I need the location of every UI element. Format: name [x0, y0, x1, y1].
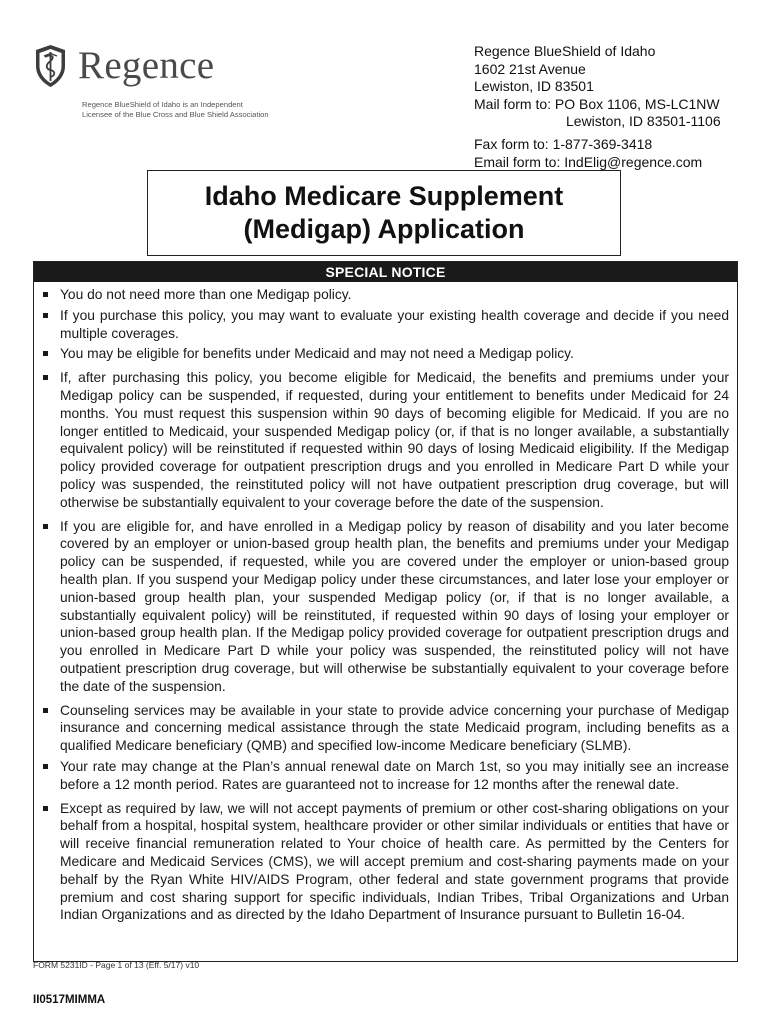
mail-line-1: Mail form to: PO Box 1106, MS-LC1NW: [474, 95, 720, 112]
list-item: Except as required by law, we will not accept payments of premium or other cost-sharing obligations on your behalf from a hospital, hospital system, healthcare provider or other similar individuals or entities that have or will receive financial remuneration related to Your choice of health care. As permitted by the Centers for Medicare and Medicaid Services (CMS), we will accept premium and cost-sharing payments made on your behalf by the Ryan White HIV/AIDS Program, other federal and state government programs that provide premium and cost sharing support for specific individuals, Indian Tribes, Tribal Organizations and Urban Indian Organizations and as directed by the Idaho Department of Insurance pursuant to Bulletin 16-04.: [60, 800, 729, 923]
list-item: If you purchase this policy, you may want to evaluate your existing health coverage and decide if you need multiple coverages.: [60, 307, 729, 341]
list-item: Counseling services may be available in your state to provide advice concerning your purchase of Medigap insurance and concerning medical assistance through the state Medicaid program, including benefits as a qualified Medicare beneficiary (QMB) and specified low-income Medicare beneficiary (SLMB).: [60, 702, 729, 754]
brand-name: Regence: [78, 44, 215, 87]
regence-logo: [34, 40, 274, 125]
form-code: II0517MIMMA: [33, 994, 106, 1006]
notice-list: [34, 282, 737, 924]
form-title: [147, 170, 621, 256]
notice-heading: SPECIAL NOTICE: [34, 262, 737, 282]
list-item: If you are eligible for, and have enrolled in a Medigap policy by reason of disability and you later become covered by an employer or union-based group health plan, the benefits and premiums under your Medigap policy can be suspended, if requested, while you are covered under the employer or union-based group health plan. If you suspend your Medigap policy under these circumstances, and later lose your employer or union-based group health plan, your suspended Medigap policy (or, if that is no longer available, a substantially equivalent policy) will be reinstituted, if requested within 90 days of losing your employer or union-based group health plan. If the Medigap policy provided coverage for outpatient prescription drugs and you enrolled in Medicare Part D while your policy was suspended, the reinstituted policy will not have outpatient prescription drug coverage, but will otherwise be substantially equivalent to your coverage before the date of the suspension.: [60, 518, 729, 694]
fax-line: Fax form to: 1-877-369-3418: [474, 135, 653, 152]
licensee-line-1: Regence BlueShield of Idaho is an Independent: [82, 100, 243, 109]
licensee-line-2: Licensee of the Blue Cross and Blue Shield Association: [82, 109, 269, 119]
mail-line-2: Lewiston, ID 83501-1106: [566, 113, 721, 130]
email-line: Email form to: IndElig@regence.com: [474, 153, 703, 170]
shield-caduceus-icon: [34, 44, 67, 88]
special-notice: [33, 261, 738, 962]
list-item: If, after purchasing this policy, you become eligible for Medicaid, the benefits and premiums under your Medigap policy can be suspended, if requested, during your entitlement to benefits under Medicaid for 24 months. You must request this suspension within 90 days of becoming eligible for Medicaid. If you are no longer entitled to Medicaid, your suspended Medigap policy (or, if that is no longer available, a substantially equivalent policy) will be reinstituted if requested within 90 days of losing Medicaid eligibility. If the Medigap policy provided coverage for outpatient prescription drugs and you enrolled in Medicare Part D while your policy was suspended, the reinstituted policy will not have outpatient prescription drug coverage, but will otherwise be substantially equivalent to your coverage before the date of the suspension.: [60, 370, 729, 510]
address-city: Lewiston, ID 83501: [474, 78, 594, 95]
list-item: You do not need more than one Medigap policy.: [60, 286, 729, 304]
address-name: Regence BlueShield of Idaho: [474, 43, 656, 59]
address-block: [474, 43, 721, 171]
form-id: FORM 5231ID - Page 1 of 13 (Eff. 5/17) v10: [33, 960, 200, 970]
licensee-text: [82, 100, 269, 119]
title-line-1: Idaho Medicare Supplement: [204, 181, 564, 211]
list-item: Your rate may change at the Plan’s annual renewal date on March 1st, so you may initially see an increase before a 12 month period. Rates are guaranteed not to increase for 12 months after the renewal date.: [60, 758, 729, 792]
title-line-2: (Medigap) Application: [243, 214, 525, 244]
address-street: 1602 21st Avenue: [474, 60, 586, 77]
list-item: You may be eligible for benefits under Medicaid and may not need a Medigap policy.: [60, 345, 729, 363]
